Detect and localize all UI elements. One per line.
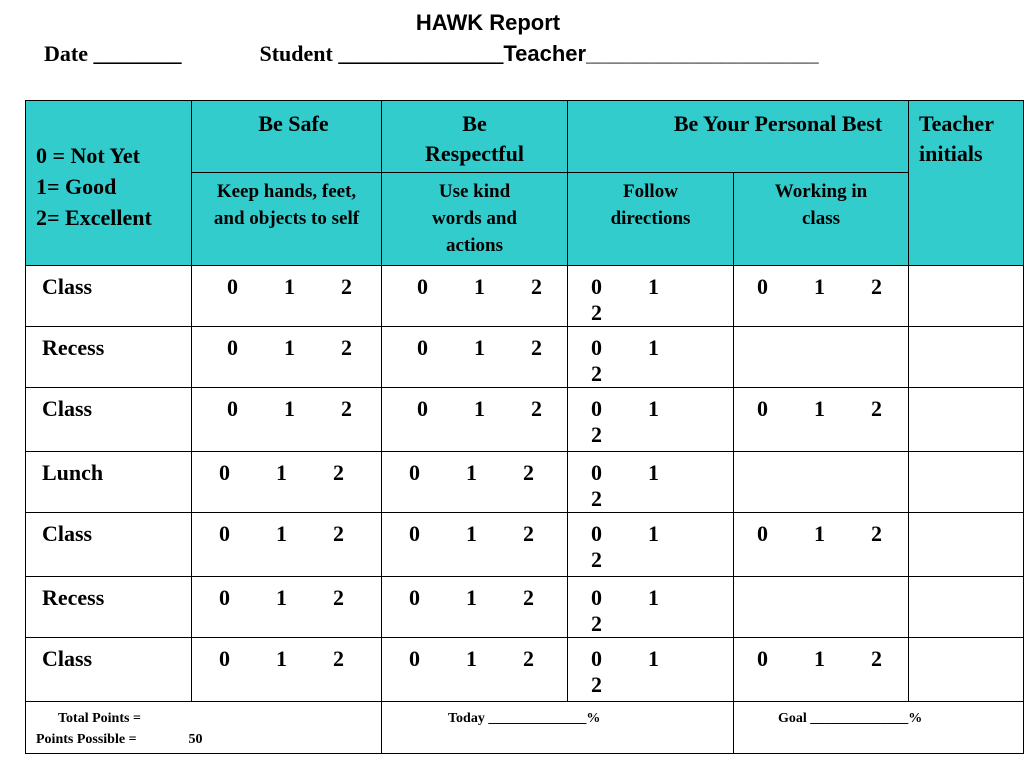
score-cell-working[interactable] bbox=[734, 452, 909, 513]
score-option[interactable]: 2 bbox=[341, 335, 352, 360]
score-option[interactable]: 0 bbox=[591, 396, 602, 421]
score-option[interactable]: 1 bbox=[648, 521, 659, 546]
score-cell-follow[interactable] bbox=[568, 513, 734, 577]
score-option[interactable]: 1 bbox=[648, 396, 659, 421]
score-option[interactable]: 2 bbox=[333, 585, 344, 610]
score-option[interactable]: 0 bbox=[227, 335, 238, 360]
total-points[interactable]: Total Points = bbox=[58, 711, 141, 726]
score-option[interactable]: 2 bbox=[341, 274, 352, 299]
score-option[interactable]: 1 bbox=[814, 396, 825, 421]
footer-points bbox=[26, 702, 382, 754]
score-option[interactable]: 0 bbox=[219, 585, 230, 610]
sub-kind-words: Use kind words and actions bbox=[382, 173, 568, 266]
score-cell-working[interactable] bbox=[734, 327, 909, 388]
score-option[interactable]: 2 bbox=[523, 646, 534, 671]
score-option[interactable]: 0 bbox=[409, 646, 420, 671]
score-cell-working[interactable] bbox=[734, 638, 909, 702]
score-cell-respectful[interactable] bbox=[382, 266, 568, 327]
goal-percent[interactable]: Goal ______________% bbox=[778, 711, 923, 726]
score-cell-follow[interactable] bbox=[568, 452, 734, 513]
rating-legend bbox=[26, 101, 192, 266]
score-option[interactable]: 1 bbox=[648, 585, 659, 610]
score-cell-safe[interactable] bbox=[192, 638, 382, 702]
score-option[interactable]: 1 bbox=[466, 521, 477, 546]
score-option[interactable]: 0 bbox=[757, 396, 768, 421]
hawk-report-table bbox=[25, 100, 1024, 754]
score-option[interactable]: 1 bbox=[466, 460, 477, 485]
score-option[interactable]: 2 bbox=[871, 274, 882, 299]
score-row bbox=[26, 452, 1024, 513]
score-option[interactable]: 2 bbox=[591, 300, 602, 325]
score-cell-follow[interactable] bbox=[568, 577, 734, 638]
legend-excellent: 2= Excellent bbox=[36, 205, 152, 230]
score-cell-safe[interactable] bbox=[192, 266, 382, 327]
score-option[interactable]: 0 bbox=[757, 646, 768, 671]
row-label: Class bbox=[26, 388, 192, 452]
points-possible-value: 50 bbox=[188, 732, 203, 747]
score-cell-follow[interactable] bbox=[568, 388, 734, 452]
score-option[interactable]: 0 bbox=[591, 460, 602, 485]
score-option[interactable]: 2 bbox=[531, 396, 542, 421]
score-option[interactable]: 1 bbox=[648, 646, 659, 671]
score-option[interactable]: 2 bbox=[531, 274, 542, 299]
score-option[interactable]: 1 bbox=[474, 396, 485, 421]
score-option[interactable]: 1 bbox=[284, 274, 295, 299]
score-option[interactable]: 1 bbox=[814, 646, 825, 671]
score-option[interactable]: 0 bbox=[417, 335, 428, 360]
header-teacher-initials: Teacher initials bbox=[909, 101, 1024, 266]
score-cell-respectful[interactable] bbox=[382, 388, 568, 452]
score-row bbox=[26, 638, 1024, 702]
score-option[interactable]: 0 bbox=[591, 521, 602, 546]
header-fields bbox=[44, 41, 819, 67]
date-field[interactable]: Date ________ bbox=[44, 41, 182, 66]
score-option[interactable]: 2 bbox=[871, 396, 882, 421]
row-label: Class bbox=[26, 513, 192, 577]
score-cell-follow[interactable] bbox=[568, 638, 734, 702]
footer-goal bbox=[734, 702, 1024, 754]
score-option[interactable]: 0 bbox=[227, 396, 238, 421]
score-row bbox=[26, 513, 1024, 577]
score-row bbox=[26, 266, 1024, 327]
row-label: Class bbox=[26, 266, 192, 327]
score-option[interactable]: 0 bbox=[591, 274, 602, 299]
score-option[interactable]: 0 bbox=[409, 585, 420, 610]
score-option[interactable]: 0 bbox=[219, 460, 230, 485]
score-option[interactable]: 2 bbox=[333, 646, 344, 671]
score-cell-working[interactable] bbox=[734, 388, 909, 452]
score-option[interactable]: 1 bbox=[276, 646, 287, 671]
score-cell-respectful[interactable] bbox=[382, 452, 568, 513]
score-option[interactable]: 0 bbox=[757, 521, 768, 546]
score-option[interactable]: 1 bbox=[276, 521, 287, 546]
teacher-initials-cell[interactable] bbox=[909, 638, 1024, 702]
score-option[interactable]: 0 bbox=[219, 646, 230, 671]
score-option[interactable]: 0 bbox=[219, 521, 230, 546]
score-option[interactable]: 0 bbox=[757, 274, 768, 299]
score-option[interactable]: 1 bbox=[466, 585, 477, 610]
row-label: Lunch bbox=[26, 452, 192, 513]
student-field[interactable]: Student _______________ bbox=[259, 41, 504, 66]
legend-good: 1= Good bbox=[36, 174, 117, 199]
score-rows bbox=[26, 266, 1024, 702]
score-option[interactable]: 1 bbox=[474, 274, 485, 299]
score-cell-respectful[interactable] bbox=[382, 577, 568, 638]
score-cell-safe[interactable] bbox=[192, 388, 382, 452]
score-cell-respectful[interactable] bbox=[382, 638, 568, 702]
score-cell-respectful[interactable] bbox=[382, 327, 568, 388]
score-cell-working[interactable] bbox=[734, 513, 909, 577]
score-option[interactable]: 0 bbox=[227, 274, 238, 299]
score-option[interactable]: 1 bbox=[466, 646, 477, 671]
score-option[interactable]: 2 bbox=[591, 672, 602, 697]
header-be-respectful: Be Respectful bbox=[382, 101, 568, 173]
score-option[interactable]: 0 bbox=[409, 521, 420, 546]
today-percent[interactable]: Today ______________% bbox=[448, 711, 601, 726]
score-option[interactable]: 1 bbox=[814, 274, 825, 299]
score-option[interactable]: 2 bbox=[333, 460, 344, 485]
score-option[interactable]: 0 bbox=[591, 585, 602, 610]
score-cell-safe[interactable] bbox=[192, 513, 382, 577]
header-personal-best: Be Your Personal Best bbox=[568, 101, 909, 173]
score-option[interactable]: 2 bbox=[871, 521, 882, 546]
row-label: Recess bbox=[26, 327, 192, 388]
score-option[interactable]: 2 bbox=[531, 335, 542, 360]
row-label: Class bbox=[26, 638, 192, 702]
teacher-initials-cell[interactable] bbox=[909, 266, 1024, 327]
score-option[interactable]: 2 bbox=[591, 361, 602, 386]
score-cell-safe[interactable] bbox=[192, 452, 382, 513]
score-option[interactable]: 0 bbox=[409, 460, 420, 485]
score-cell-safe[interactable] bbox=[192, 577, 382, 638]
score-option[interactable]: 1 bbox=[276, 460, 287, 485]
sub-keep-hands: Keep hands, feet, and objects to self bbox=[192, 173, 382, 266]
legend-not-yet: 0 = Not Yet bbox=[36, 143, 140, 168]
score-option[interactable]: 0 bbox=[591, 335, 602, 360]
score-cell-follow[interactable] bbox=[568, 327, 734, 388]
score-cell-follow[interactable] bbox=[568, 266, 734, 327]
score-option[interactable]: 0 bbox=[417, 274, 428, 299]
score-option[interactable]: 2 bbox=[591, 422, 602, 447]
score-option[interactable]: 2 bbox=[333, 521, 344, 546]
score-row bbox=[26, 388, 1024, 452]
score-option[interactable]: 1 bbox=[648, 274, 659, 299]
score-option[interactable]: 0 bbox=[417, 396, 428, 421]
score-option[interactable]: 1 bbox=[284, 396, 295, 421]
teacher-initials-cell[interactable] bbox=[909, 388, 1024, 452]
score-cell-working[interactable] bbox=[734, 266, 909, 327]
score-row bbox=[26, 577, 1024, 638]
score-option[interactable]: 2 bbox=[871, 646, 882, 671]
footer-today bbox=[382, 702, 734, 754]
score-option[interactable]: 2 bbox=[591, 486, 602, 511]
teacher-initials-cell[interactable] bbox=[909, 513, 1024, 577]
score-cell-safe[interactable] bbox=[192, 327, 382, 388]
row-label: Recess bbox=[26, 577, 192, 638]
score-cell-working[interactable] bbox=[734, 577, 909, 638]
score-option[interactable]: 2 bbox=[591, 611, 602, 636]
sub-follow-directions: Follow directions bbox=[568, 173, 734, 266]
report-title: HAWK Report bbox=[415, 10, 561, 35]
score-option[interactable]: 2 bbox=[341, 396, 352, 421]
score-option[interactable]: 1 bbox=[474, 335, 485, 360]
score-option[interactable]: 1 bbox=[648, 460, 659, 485]
score-option[interactable]: 2 bbox=[591, 547, 602, 572]
points-possible: Points Possible = bbox=[36, 732, 137, 747]
sub-working-in-class: Working in class bbox=[734, 173, 909, 266]
teacher-field[interactable]: Teacher___________________ bbox=[503, 41, 819, 66]
teacher-initials-cell[interactable] bbox=[909, 577, 1024, 638]
score-option[interactable]: 2 bbox=[523, 521, 534, 546]
teacher-initials-cell[interactable] bbox=[909, 327, 1024, 388]
score-row bbox=[26, 327, 1024, 388]
score-option[interactable]: 1 bbox=[284, 335, 295, 360]
score-option[interactable]: 0 bbox=[591, 646, 602, 671]
header-be-safe: Be Safe bbox=[192, 101, 382, 173]
teacher-initials-cell[interactable] bbox=[909, 452, 1024, 513]
score-option[interactable]: 1 bbox=[276, 585, 287, 610]
score-option[interactable]: 2 bbox=[523, 585, 534, 610]
score-option[interactable]: 1 bbox=[648, 335, 659, 360]
score-cell-respectful[interactable] bbox=[382, 513, 568, 577]
score-option[interactable]: 1 bbox=[814, 521, 825, 546]
score-option[interactable]: 2 bbox=[523, 460, 534, 485]
